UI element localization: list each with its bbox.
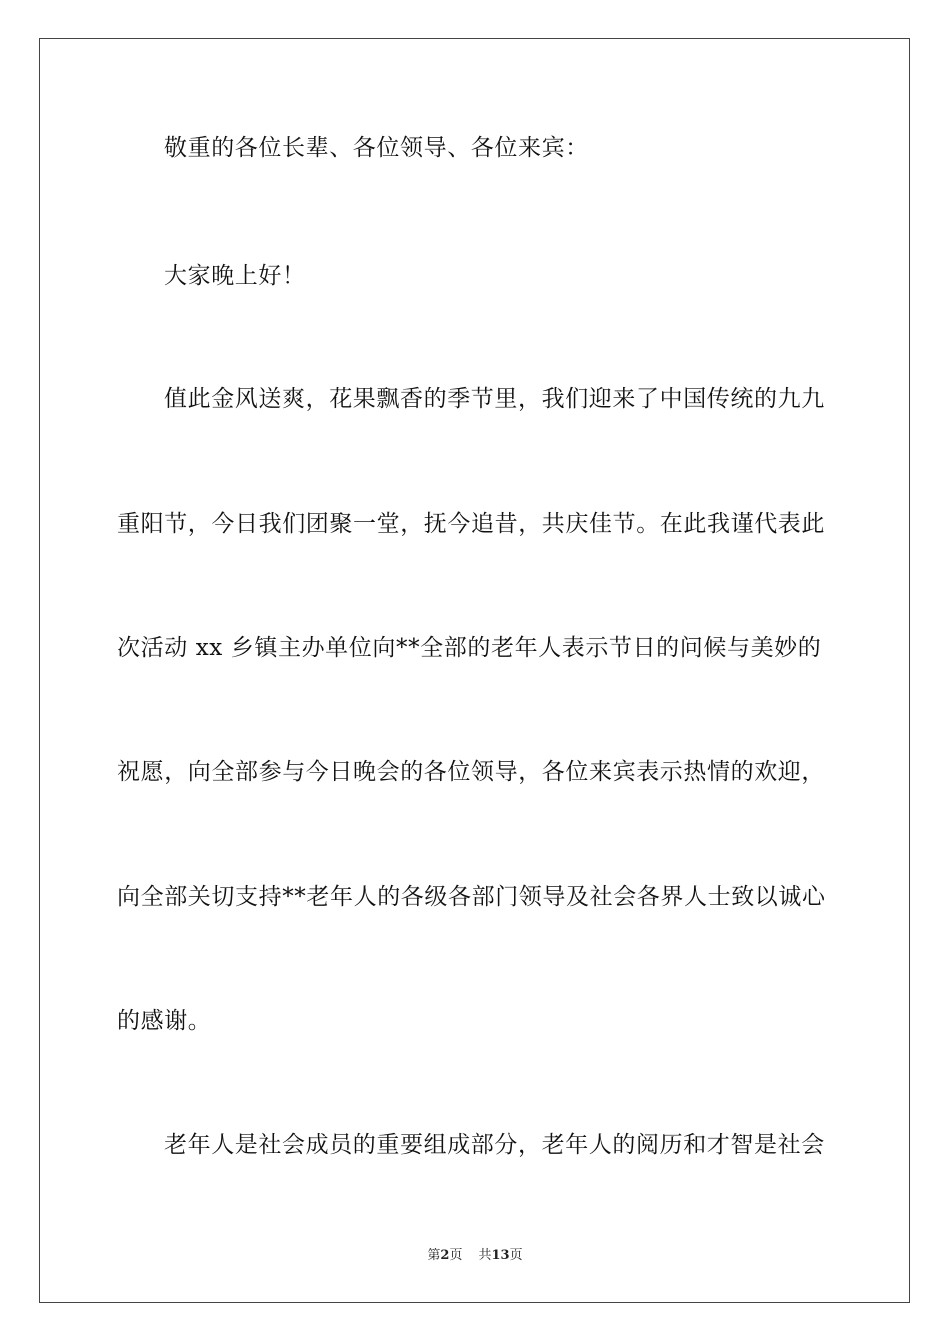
- paragraph-1-line-5: 向全部关切支持**老年人的各级各部门领导及社会各界人士致以诚心: [117, 884, 826, 910]
- paragraph-1-line-1: 值此金风送爽，花果飘香的季节里，我们迎来了中国传统的九九: [164, 386, 825, 412]
- page-prefix: 第: [427, 1248, 441, 1263]
- total-suffix: 页: [509, 1248, 523, 1263]
- page-suffix: 页: [449, 1248, 463, 1263]
- paragraph-1-line-3: 次活动 xx 乡镇主办单位向**全部的老年人表示节日的问候与美妙的: [117, 635, 822, 661]
- paragraph-1-line-4: 祝愿，向全部参与今日晚会的各位领导，各位来宾表示热情的欢迎，: [117, 759, 825, 785]
- salutation-line: 敬重的各位长辈、各位领导、各位来宾：: [164, 135, 589, 161]
- page-border: [39, 38, 910, 1303]
- greeting-line: 大家晚上好！: [164, 263, 306, 289]
- paragraph-2-line-1: 老年人是社会成员的重要组成部分，老年人的阅历和才智是社会: [164, 1132, 825, 1158]
- total-prefix: 共: [478, 1248, 492, 1263]
- paragraph-1-line-2: 重阳节，今日我们团聚一堂，抚今追昔，共庆佳节。在此我谨代表此: [117, 511, 825, 537]
- total-pages: 13: [491, 1248, 510, 1263]
- paragraph-1-line-6: 的感谢。: [117, 1008, 212, 1034]
- page-footer: [0, 1247, 950, 1265]
- page-number: 2: [440, 1248, 450, 1263]
